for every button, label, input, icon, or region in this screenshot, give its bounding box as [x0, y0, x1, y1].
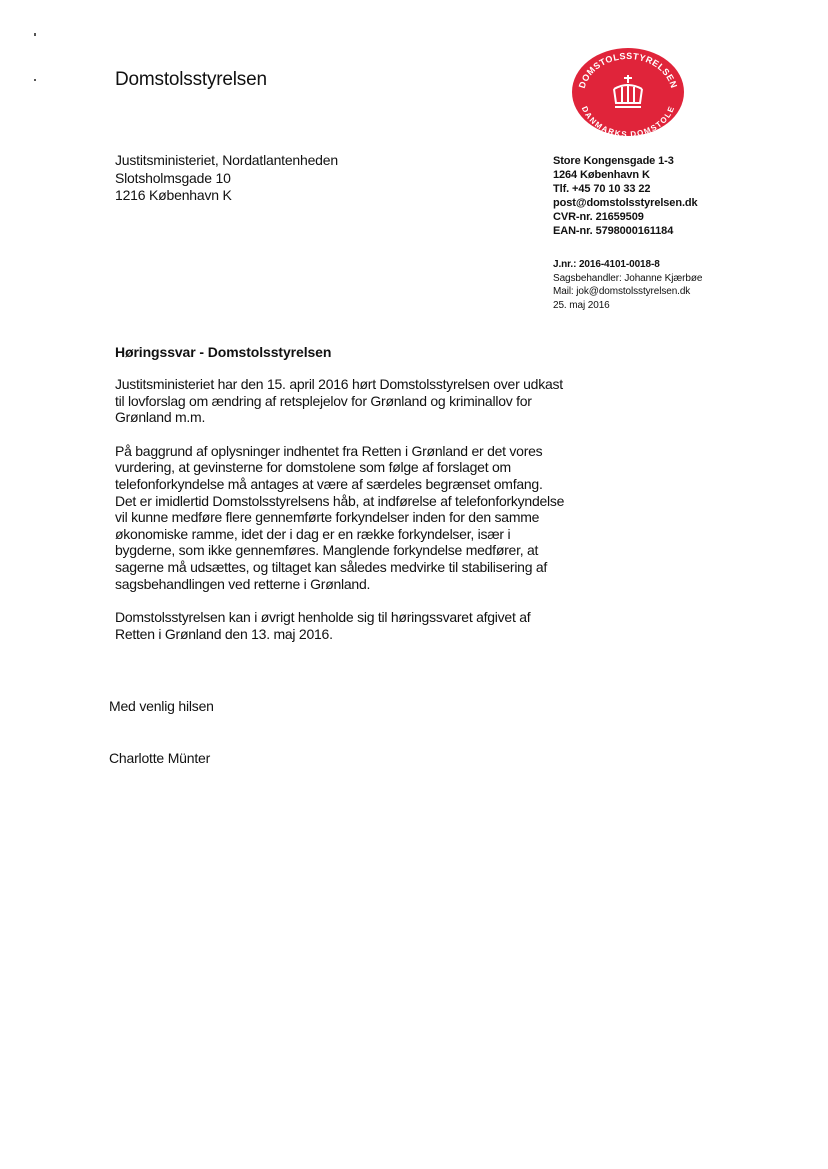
sender-line: Store Kongensgade 1-3 — [553, 155, 674, 167]
seal-text-bottom: DANMARKS DOMSTOLE — [579, 104, 677, 137]
letter-subject: Høringssvar - Domstolsstyrelsen — [115, 344, 332, 360]
body-line: telefonforkyndelse må antages at være af særdeles begrænset omfang. — [115, 475, 543, 492]
case-mail: Mail: jok@domstolsstyrelsen.dk — [553, 286, 691, 297]
body-line: økonomiske ramme, idet der i dag er en række forkyndelser, især i — [115, 525, 511, 542]
sender-line: Tlf. +45 70 10 33 22 — [553, 183, 651, 196]
paragraph — [115, 609, 615, 642]
body-line: til lovforslag om ændring af retsplejelov for Grønland og kriminallov for — [115, 392, 532, 409]
sender-line: CVR-nr. 21659509 — [553, 211, 644, 224]
closing-greeting: Med venlig hilsen — [109, 698, 214, 714]
recipient-line: Justitsministeriet, Nordatlantenheden — [115, 152, 338, 168]
body-line: vurdering, at gevinsterne for domstolene som følge af forslaget om — [115, 459, 511, 476]
body-line: Domstolsstyrelsen kan i øvrigt henholde sig til høringssvaret afgivet af — [115, 609, 531, 626]
sender-line: EAN-nr. 5798000161184 — [553, 225, 674, 238]
sender-line: post@domstolsstyrelsen.dk — [553, 197, 698, 210]
letter-date: 25. maj 2016 — [553, 299, 610, 311]
body-line: Justitsministeriet har den 15. april 2016 hørt Domstolsstyrelsen over udkast — [115, 376, 563, 392]
recipient-address — [115, 152, 338, 205]
recipient-line: Slotsholmsgade 10 — [115, 169, 231, 186]
scan-speck — [34, 33, 36, 36]
signature-name: Charlotte Münter — [109, 750, 211, 766]
recipient-line: 1216 København K — [115, 187, 232, 203]
body-line: Det er imidlertid Domstolsstyrelsens håb, at indførelse af telefonforkyndelse — [115, 492, 565, 509]
body-line: Grønland m.m. — [115, 409, 206, 426]
scan-speck — [34, 79, 36, 81]
sender-contact — [553, 154, 698, 239]
body-line: På baggrund af oplysninger indhentet fra Retten i Grønland er det vores — [115, 442, 543, 459]
body-line: vil kunne medføre flere gennemførte forkyndelser inden for den samme — [115, 509, 540, 526]
case-number: J.nr.: 2016-4101-0018-8 — [553, 259, 660, 270]
body-line: sagerne må udsættes, og tiltaget kan således medvirke til stabilisering af — [115, 558, 548, 575]
body-line: Retten i Grønland den 13. maj 2016. — [115, 625, 333, 642]
body-line: sagsbehandlingen ved retterne i Grønland. — [115, 575, 371, 592]
organization-title: Domstolsstyrelsen — [115, 69, 267, 90]
seal-text-top: DOMSTOLSSTYRELSEN — [576, 50, 680, 90]
paragraph — [115, 376, 615, 426]
paragraph — [115, 443, 615, 592]
letter-body — [115, 376, 615, 659]
seal-logo — [570, 47, 686, 137]
body-line: bygderne, som ikke gennemføres. Manglende forkyndelse medfører, at — [115, 542, 539, 559]
case-handler: Sagsbehandler: Johanne Kjærbøe — [553, 272, 703, 284]
sender-line: 1264 København K — [553, 169, 650, 182]
case-info — [553, 258, 702, 312]
